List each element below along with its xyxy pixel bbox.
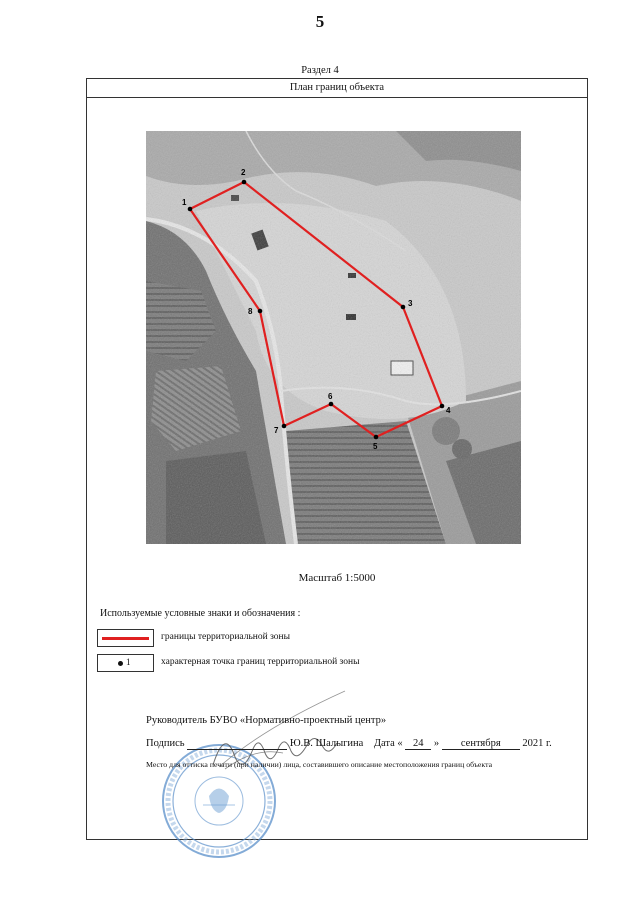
aerial-map-image xyxy=(146,131,521,544)
handwritten-signature-icon xyxy=(195,687,355,787)
frame-header: План границ объекта xyxy=(87,79,587,98)
point-label-1: 1 xyxy=(182,198,187,207)
legend-item-point xyxy=(97,654,577,674)
boundary-line-symbol xyxy=(97,629,154,647)
point-label-6: 6 xyxy=(328,392,333,401)
map-scale: Масштаб 1:5000 xyxy=(298,572,376,584)
director-line: Руководитель БУВО «Нормативно-проектный центр» xyxy=(146,715,387,726)
sign-label: Подпись xyxy=(146,738,185,749)
point-symbol-number: 1 xyxy=(126,657,131,667)
point-label-2: 2 xyxy=(241,168,246,177)
point-label-7: 7 xyxy=(274,426,279,435)
legend-label: характерная точка границ территориальной зоны xyxy=(161,657,360,667)
point-label-8: 8 xyxy=(248,307,253,316)
stamp-place-note: Место для оттиска печати (при наличии) лица, составившего описание местоположения границ объекта xyxy=(146,760,493,769)
point-label-4: 4 xyxy=(446,406,451,415)
signer-name: Ю.В. Шалыгина xyxy=(289,738,364,749)
point-label-3: 3 xyxy=(408,299,413,308)
point-symbol xyxy=(97,654,154,672)
document-frame xyxy=(86,78,588,840)
section-title: Раздел 4 xyxy=(301,65,339,76)
page-number: 5 xyxy=(315,12,325,31)
date-day: 24 xyxy=(405,738,431,750)
aerial-map xyxy=(146,131,521,544)
legend-label: границы территориальной зоны xyxy=(161,632,291,642)
point-dot-icon xyxy=(118,661,123,666)
date-month: сентября xyxy=(442,738,520,750)
legend-item-boundary xyxy=(97,629,577,649)
signature-field xyxy=(187,738,287,750)
signature-line xyxy=(146,738,552,750)
legend-title: Используемые условные знаки и обозначения : xyxy=(100,608,301,619)
date-year: 2021 г. xyxy=(522,738,552,749)
point-label-5: 5 xyxy=(373,442,378,451)
date-day-close: » xyxy=(433,738,440,749)
date-label: Дата « xyxy=(373,738,403,749)
red-line-icon xyxy=(102,637,149,640)
